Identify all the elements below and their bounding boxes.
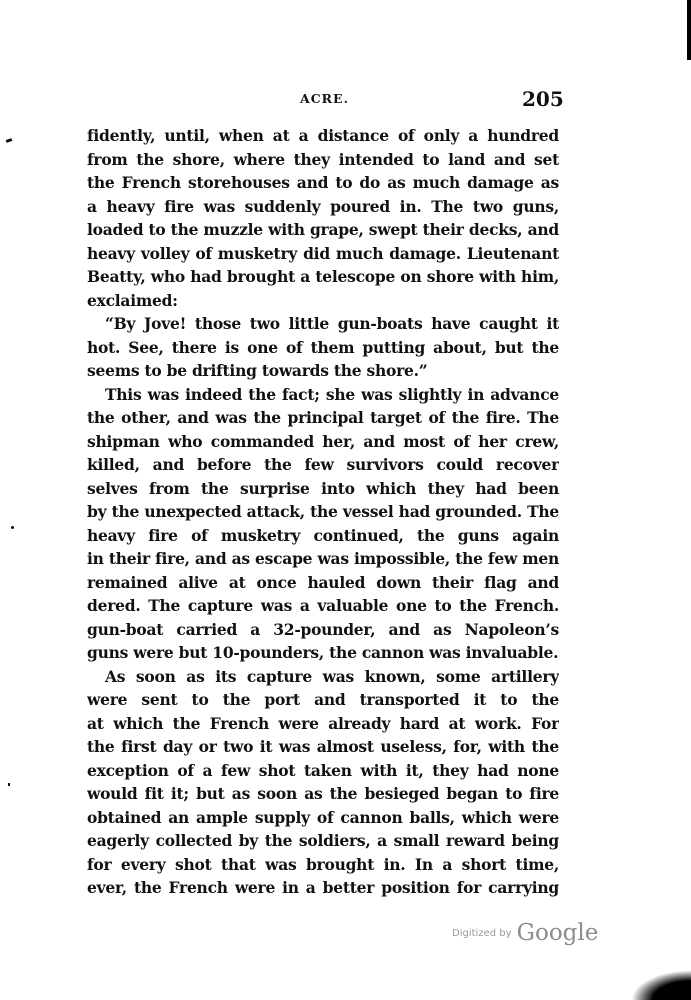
text-line: This was indeed the fact; she was slightly in advance [105,384,559,404]
text-line: dered. The capture was a valuable one to the French. [87,596,559,615]
margin-mark [8,783,10,786]
text-line: remained alive at once hauled down their flag and [87,572,559,592]
text-line: at which the French were already hard at work. For [87,713,559,733]
text-line: were sent to the port and transported it to the [87,690,559,709]
page-number: 205 [522,87,564,111]
text-line: for every shot that was brought in. In a short time, [87,854,559,874]
text-line: “By Jove! those two little gun-boats have caught it [105,314,559,333]
body-text [87,124,559,900]
text-line: heavy fire of musketry continued, the guns again [87,525,559,545]
margin-mark [11,526,14,529]
watermark-prefix: Digitized by [452,928,512,939]
page-edge-shadow [687,0,691,60]
margin-mark [6,138,13,143]
running-head: ACRE. [300,91,349,106]
text-line: seems to be drifting towards the shore.” [87,361,428,380]
scan-corner-shadow [631,970,691,1000]
text-line: exclaimed: [87,290,178,310]
text-line: the first day or two it was almost useless, for, with the [87,737,559,756]
text-line: a heavy fire was suddenly poured in. The two guns, [87,196,559,216]
text-line: hot. See, there is one of them putting about, but the [87,337,559,357]
text-line: in their fire, and as escape was impossible, the few men [87,549,559,568]
text-line: heavy volley of musketry did much damage. Lieutenant [87,243,559,263]
page-header [0,87,691,111]
text-line: As soon as its capture was known, some artillery [105,666,559,686]
text-line: would fit it; but as soon as the besieged began to fire [87,784,559,803]
text-line: fidently, until, when at a distance of only a hundred [87,126,559,145]
text-line: by the unexpected attack, the vessel had grounded. The [87,502,559,521]
text-line: exception of a few shot taken with it, they had none [87,760,559,780]
text-line: gun-boat carried a 32-pounder, and as Napoleon’s [87,619,559,639]
text-line: Beatty, who had brought a telescope on shore with him, [87,267,559,286]
text-line: killed, and before the few survivors could recover [87,455,559,474]
text-line: the French storehouses and to do as much damage as [87,173,559,192]
text-line: selves from the surprise into which they had been [87,478,559,498]
google-logo: Google [516,920,599,946]
text-line: eagerly collected by the soldiers, a small reward being [87,831,559,850]
text-line: guns were but 10-pounders, the cannon was invaluable. [87,643,559,662]
text-line: the other, and was the principal target of the fire. The [87,408,559,427]
text-line: ever, the French were in a better position for carrying [87,878,559,897]
text-line: loaded to the muzzle with grape, swept their decks, and [87,220,559,239]
digitized-watermark [452,920,598,946]
text-line: from the shore, where they intended to land and set [87,149,559,169]
text-line: shipman who commanded her, and most of her crew, [87,431,559,451]
text-line: obtained an ample supply of cannon balls, which were [87,807,559,827]
